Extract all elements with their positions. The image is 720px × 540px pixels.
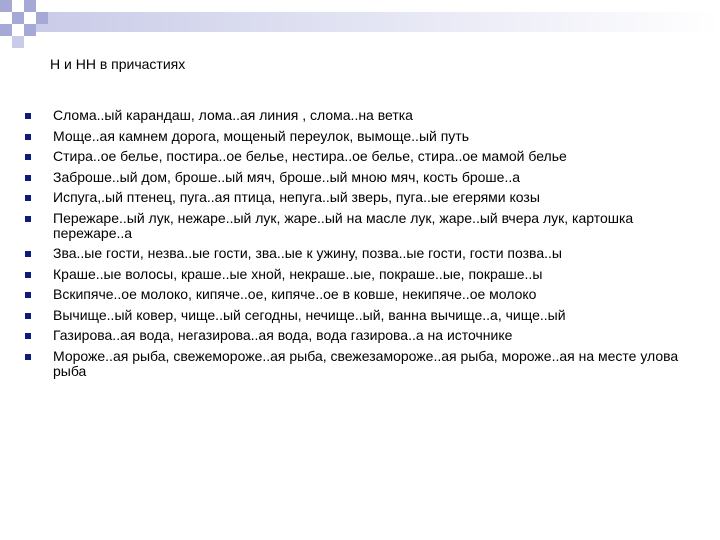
square-bullet-icon bbox=[25, 154, 31, 160]
square-bullet-icon bbox=[25, 251, 31, 257]
square-bullet-icon bbox=[25, 113, 31, 119]
deco-square bbox=[0, 24, 12, 36]
list-item bbox=[22, 246, 692, 261]
list-item bbox=[22, 267, 692, 282]
list-item bbox=[22, 211, 692, 241]
slide-title: Н и НН в причастиях bbox=[50, 56, 186, 72]
list-item-text: Краше..ые волосы, краше..ые хной, некраше..ые, покраше..ые, покраше..ы bbox=[53, 265, 543, 282]
deco-square bbox=[12, 36, 24, 48]
deco-square bbox=[0, 0, 12, 12]
square-bullet-icon bbox=[25, 272, 31, 278]
list-item bbox=[22, 170, 692, 185]
list-item-text: Зва..ые гости, незва..ые гости, зва..ые к ужину, позва..ые гости, гости позва..ы bbox=[53, 245, 562, 261]
square-bullet-icon bbox=[25, 175, 31, 181]
list-item-text: Испуга,.ый птенец, пуга..ая птица, непуга..ый зверь, пуга..ые егерями козы bbox=[53, 189, 540, 205]
header-fade-bar bbox=[36, 12, 720, 32]
list-item bbox=[22, 349, 692, 379]
deco-square bbox=[24, 0, 36, 12]
list-item bbox=[22, 108, 692, 123]
list-item bbox=[22, 287, 692, 302]
header-decoration bbox=[0, 0, 720, 48]
list-item bbox=[22, 328, 692, 343]
square-bullet-icon bbox=[25, 313, 31, 319]
list-item-text: Слома..ый карандаш, лома..ая линия , слома..на ветка bbox=[53, 107, 413, 123]
list-item-text: Мороже..ая рыба, свежемороже..ая рыба, свежезамороже..ая рыба, мороже..ая на месте улова рыба bbox=[53, 347, 679, 379]
list-item-text: Вычище..ый ковер, чище..ый сегодны, нечище..ый, ванна вычище..а, чище..ый bbox=[53, 306, 566, 323]
square-bullet-icon bbox=[25, 134, 31, 140]
list-item bbox=[22, 308, 692, 323]
square-bullet-icon bbox=[25, 216, 31, 222]
square-bullet-icon bbox=[25, 195, 31, 201]
list-item bbox=[22, 149, 692, 164]
list-item-text: Пережаре..ый лук, нежаре..ый лук, жаре..ый на масле лук, жаре..ый вчера лук, картошка пережаре..а bbox=[53, 209, 634, 241]
deco-square bbox=[24, 24, 36, 36]
square-bullet-icon bbox=[25, 292, 31, 298]
list-item-text: Газирова..ая вода, негазирова..ая вода, вода газирова..а на источнике bbox=[53, 327, 513, 343]
list-item bbox=[22, 129, 692, 144]
bullet-list bbox=[22, 108, 692, 384]
list-item-text: Заброше..ый дом, броше..ый мяч, броше..ый мною мяч, кость броше..а bbox=[53, 168, 521, 185]
list-item-text: Вскипяче..ое молоко, кипяче..ое, кипяче..ое в ковше, некипяче..ое молоко bbox=[53, 286, 537, 302]
list-item bbox=[22, 190, 692, 205]
deco-square bbox=[12, 12, 24, 24]
list-item-text: Моще..ая камнем дорога, мощеный переулок, вымоще..ый путь bbox=[53, 127, 470, 144]
square-bullet-icon bbox=[25, 333, 31, 339]
list-item-text: Стира..ое белье, постира..ое белье, нестира..ое белье, стира..ое мамой белье bbox=[53, 148, 567, 164]
deco-square bbox=[36, 12, 48, 24]
square-bullet-icon bbox=[25, 354, 31, 360]
